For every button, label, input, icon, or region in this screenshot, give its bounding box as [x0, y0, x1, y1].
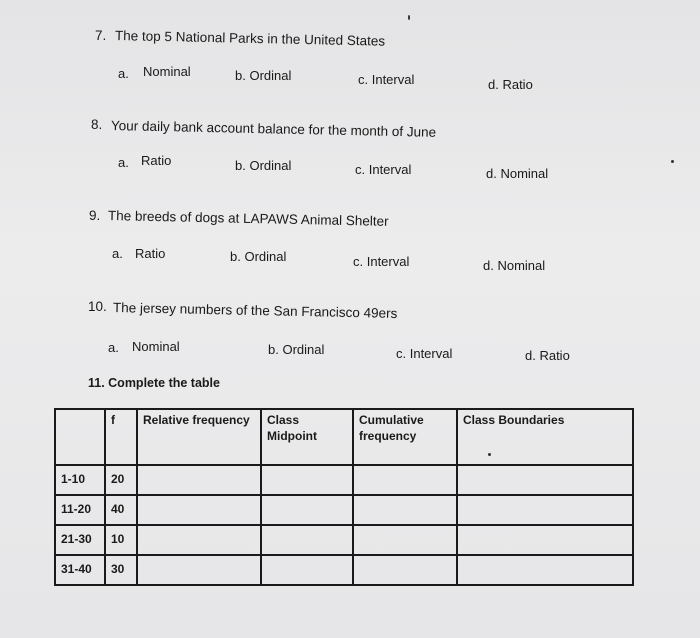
header-cell-class-boundaries: Class Boundaries	[457, 409, 633, 465]
header-cell-relative-frequency: Relative frequency	[137, 409, 261, 465]
pen-dot	[488, 453, 491, 456]
cumulative-frequency-cell[interactable]	[353, 465, 457, 495]
q8-option-c: c. Interval	[355, 162, 412, 177]
q8-option-a-letter: a.	[118, 155, 129, 170]
question-7-number: 7.	[95, 28, 107, 43]
class-midpoint-cell[interactable]	[261, 495, 353, 525]
q10-option-c: c. Interval	[396, 346, 453, 361]
q9-option-a: Ratio	[135, 246, 166, 261]
cumulative-frequency-cell[interactable]	[353, 525, 457, 555]
frequency-cell: 40	[105, 495, 137, 525]
q7-option-a-letter: a.	[118, 66, 129, 81]
q7-option-b: b. Ordinal	[235, 68, 292, 83]
pen-mark	[408, 15, 410, 20]
question-8-text: Your daily bank account balance for the month of June	[110, 118, 437, 140]
cumulative-frequency-cell[interactable]	[353, 555, 457, 585]
header-cell-class-midpoint: Class Midpoint	[261, 409, 353, 465]
question-11-heading: 11. Complete the table	[88, 376, 220, 390]
relative-frequency-cell[interactable]	[137, 465, 261, 495]
question-7-text: The top 5 National Parks in the United States	[114, 28, 386, 49]
relative-frequency-cell[interactable]	[137, 495, 261, 525]
table-row	[55, 555, 633, 585]
header-cell-f: f	[105, 409, 137, 465]
question-9-text: The breeds of dogs at LAPAWS Animal Shelter	[107, 208, 389, 229]
class-midpoint-cell[interactable]	[261, 555, 353, 585]
class-midpoint-cell[interactable]	[261, 525, 353, 555]
class-midpoint-cell[interactable]	[261, 465, 353, 495]
class-boundaries-cell[interactable]	[457, 555, 633, 585]
class-cell: 11-20	[55, 495, 105, 525]
relative-frequency-cell[interactable]	[137, 555, 261, 585]
table-row	[55, 495, 633, 525]
class-cell: 31-40	[55, 555, 105, 585]
pen-dot	[671, 160, 674, 163]
q10-option-a-letter: a.	[108, 340, 119, 355]
class-cell: 21-30	[55, 525, 105, 555]
q7-option-a: Nominal	[143, 64, 191, 79]
class-boundaries-cell[interactable]	[457, 495, 633, 525]
q10-option-b: b. Ordinal	[268, 342, 325, 357]
table-row	[55, 525, 633, 555]
relative-frequency-cell[interactable]	[137, 525, 261, 555]
q9-option-b: b. Ordinal	[230, 249, 287, 264]
frequency-cell: 30	[105, 555, 137, 585]
q8-option-d: d. Nominal	[486, 166, 549, 181]
q9-option-d: d. Nominal	[483, 258, 546, 273]
class-boundaries-cell[interactable]	[457, 525, 633, 555]
header-cell-cumulative-frequency: Cumulative frequency	[353, 409, 457, 465]
q8-option-a: Ratio	[141, 153, 172, 168]
q7-option-d: d. Ratio	[488, 77, 533, 92]
class-cell: 1-10	[55, 465, 105, 495]
class-boundaries-cell[interactable]	[457, 465, 633, 495]
question-10-number: 10.	[88, 299, 107, 314]
frequency-cell: 10	[105, 525, 137, 555]
q9-option-a-letter: a.	[112, 246, 123, 261]
q7-option-c: c. Interval	[358, 72, 415, 87]
cumulative-frequency-cell[interactable]	[353, 495, 457, 525]
q10-option-d: d. Ratio	[525, 348, 570, 363]
question-9-number: 9.	[89, 208, 101, 223]
question-8-number: 8.	[91, 117, 103, 132]
q10-option-a: Nominal	[132, 339, 180, 354]
question-10-text: The jersey numbers of the San Francisco 49ers	[112, 300, 398, 321]
q9-option-c: c. Interval	[353, 254, 410, 269]
header-cell-blank	[55, 409, 105, 465]
table-header-row	[55, 409, 633, 465]
table-row	[55, 465, 633, 495]
q8-option-b: b. Ordinal	[235, 158, 292, 173]
frequency-table	[54, 408, 634, 586]
frequency-cell: 20	[105, 465, 137, 495]
